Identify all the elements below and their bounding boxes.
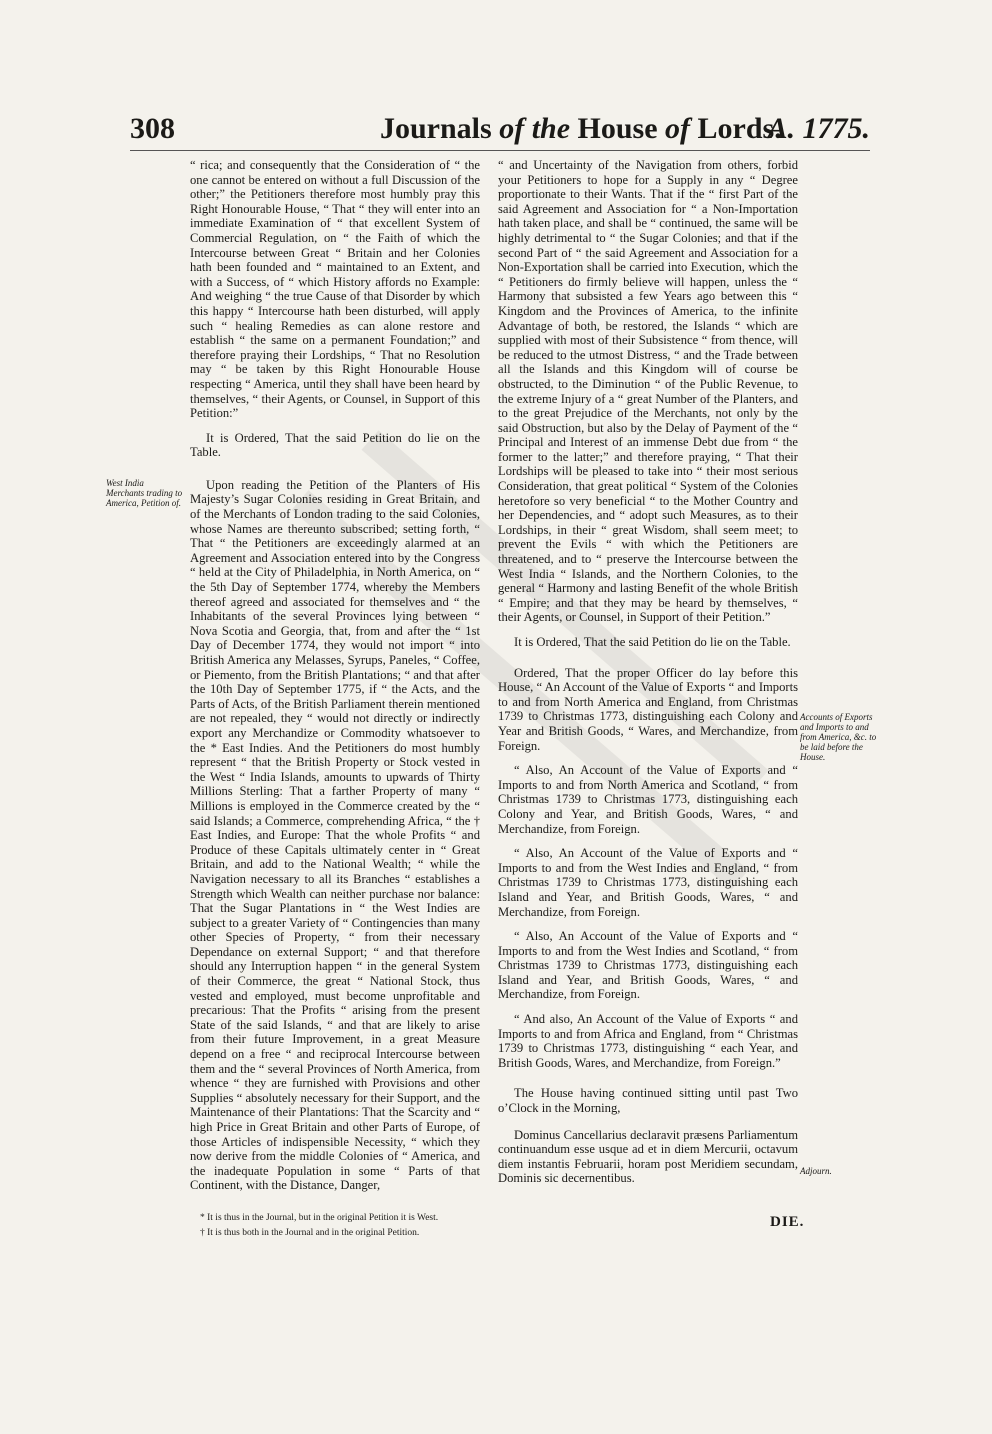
margin-note-adjourn: Adjourn. <box>800 1166 832 1176</box>
left-column <box>190 158 480 1203</box>
margin-note-west-india: West India Merchants trading to America, Petition of. <box>106 478 183 508</box>
title-lords: Lords. <box>697 112 782 145</box>
left-paragraph-petition: Upon reading the Petition of the Planters of His Majesty’s Sugar Colonies residing in Great Britain, and of the Merchants of London trading to the said Colonies, whose Names are thereunto subscribed; setting forth, “ That “ the Petitioners are exceedingly alarmed at an Agreement and Association entered into by the Congress “ held at the City of Philadelphia, in North America, on “ the 5th Day of September 1774, whereby the Members thereof agreed and associated for themselves and “ the Inhabitants of the several Provinces lying between “ Nova Scotia and Georgia, that, from and after the “ 1st Day of December 1774, they would not import “ into British America any Melasses, Syrups, Paneles, “ Coffee, or Piemento, from the British Plantations; “ and that after the 10th Day of September 1775, if “ the Acts, and the Parts of Acts, of the British Parliament therein mentioned are not repealed, they “ would not directly or indirectly export any Merchandize or Commodity whatsoever to the * East Indies. And the Petitioners do most humbly represent “ that the British Property or Stock vested in the West “ India Islands, amounts to upwards of Thirty Millions Sterling: That a farther Property of many “ Millions is employed in the Commerce created by the “ said Islands; a Commerce, comprehending Africa, “ the † East Indies, and Europe: That the whole Profits “ and Produce of these Capitals ultimately center in “ Great Britain, and add to the National Wealth; “ while the Navigation necessary to all its Branches “ establishes a Strength which Wealth can neither purchase nor balance: That the Sugar Plantations in “ the West Indies are subject to a greater Variety of “ Contingencies than many other Species of Property, “ from their necessary Dependance on external Support; “ and that therefore should any Interruption happen “ in the general System of their Commerce, the great “ National Stock, thus vested and employed, must become unprofitable and precarious: That the Profits “ arising from the present State of the said Islands, “ and that are likely to arise from their future Improvement, in a great Measure depend on a free “ and reciprocal Intercourse between them and the “ several Provinces of North America, from whence “ they are furnished with Provisions and other Supplies “ absolutely necessary for their Support, and the Maintenance of their Plantations: That the Scarcity and “ high Price in Great Britain and other Parts of Europe, of those Articles of indispensible Necessity, “ which they now derive from the middle Colonies of “ America, and the inadequate Population in some “ Parts of that Continent, with the Distance, Danger, <box>190 477 480 1193</box>
title-of-the: of the <box>499 112 571 145</box>
right-paragraph-account-scotland: “ Also, An Account of the Value of Exports and “ Imports to and from North America and Scotland, “ from Christmas 1739 to Christmas 1773, distinguishing each Colony and Year, and British Goods, Wares, “ and Merchandize, from Foreign. <box>498 763 798 836</box>
title-house: House <box>577 112 658 145</box>
left-paragraph-1: “ rica; and consequently that the Consideration of “ the one cannot be entered on without a full Discussion of the other;” the Petitioners therefore most humbly pray this Right Honourable House, “ That “ they will enter into an immediate Examination of “ that excellent System of Commercial Regulation, on “ the Faith of which the Intercourse between Great “ Britain and her Colonies hath been founded and “ maintained to an Extent, and with a Success, of “ which History affords no Example: And weighing “ the true Cause of that Disorder by which this happy “ Intercourse hath been disturbed, will apply such “ healing Remedies as can alone restore and establish “ the same on a permanent Foundation;” and therefore praying their Lordships, “ That no Resolution may “ be taken by this Right Honourable House respecting “ America, until they shall have been heard by themselves, “ their Agents, or Counsel, in Support of this Petition:” <box>190 158 480 421</box>
left-paragraph-ordered: It is Ordered, That the said Petition do lie on the Table. <box>190 430 480 460</box>
title-journals: Journals <box>380 112 492 145</box>
page-number: 308 <box>130 112 175 145</box>
right-paragraph-account-africa: “ And also, An Account of the Value of Exports “ and Imports to and from Africa and England, from “ Christmas 1739 to Christmas 1773, distinguishing “ each Year, and British Goods, Wares, and Merchandize, from Foreign.” <box>498 1012 798 1070</box>
header-rule <box>130 150 870 151</box>
footnotes <box>190 1212 480 1242</box>
margin-note-accounts: Accounts of Exports and Imports to and from America, &c. to be laid before the House. <box>800 712 877 762</box>
right-column <box>498 158 798 1196</box>
right-paragraph-1: “ and Uncertainty of the Navigation from others, forbid your Petitioners to hope for a Supply in any “ Degree proportionate to their Wants. That if the “ first Part of the said Agreement and Association for “ a Non-Importation hath taken place, and shall be “ continued, the same will be highly detrimental to “ the Sugar Colonies; and that if the second Part of “ the said Agreement and Association for a Non-Exportation shall be carried into Execution, which the “ Petitioners do firmly believe will happen, unless the “ Harmony that subsisted a few Years ago between this “ Kingdom and the Provinces of America, to the infinite Advantage of both, be restored, the Islands “ which are supplied with most of their Subsistence “ from thence, will be reduced to the utmost Distress, “ and the Trade between all the Islands and this Kingdom will of course be obstructed, to the Diminution “ of the Public Revenue, to the extreme Injury of a “ great Number of the Planters, and to the great Prejudice of the Merchants, not only by the said Obstruction, but also by the Delay of Payment of the “ Principal and Interest of an immense Debt due from “ the former to the latter;” and therefore praying, “ That their Lordships will be pleased to take into “ their most serious Consideration, that great political “ System of the Colonies heretofore so very beneficial “ to the Mother Country and her Dependencies, and “ adopt such Measures, as to their Lordships, in their “ great Wisdom, shall seem meet; to prevent the Evils “ with which the Petitioners are threatened, and to “ preserve the Intercourse between the West India “ Islands, and the Northern Colonies, to the general “ Harmony and lasting Benefit of the whole British “ Empire; and that they may be heard by themselves, “ their Agents, or Counsel, in Support of their Petition.” <box>498 158 798 625</box>
title-of: of <box>665 112 691 145</box>
catchword: DIE. <box>770 1214 805 1230</box>
right-paragraph-account-west-indies-scotland: “ Also, An Account of the Value of Exports and “ Imports to and from the West Indies and Scotland, “ from Christmas 1739 to Christmas 1773, distinguishing each Island and Year, and British Goods, Wares, “ and Merchandize, from Foreign. <box>498 929 798 1002</box>
journal-title <box>380 112 782 146</box>
page-header <box>130 112 870 152</box>
right-paragraph-adjournment: Dominus Cancellarius declaravit præsens Parliamentum continuandum esse usque ad et in diem Mercurii, octavum diem instantis Februarii, horam post Meridiem secundam, Dominis sic decernentibus. <box>498 1127 798 1186</box>
right-paragraph-accounts: Ordered, That the proper Officer do lay before this House, “ An Account of the Value of Exports “ and Imports to and from North America and England, from Christmas 1739 to Christmas 1773, distinguishing each Colony and Year and British Goods, “ Wares, and Merchandize, from Foreign. <box>498 665 798 753</box>
footnote-1: * It is thus in the Journal, but in the original Petition it is West. <box>200 1213 439 1223</box>
footnote-2: † It is thus both in the Journal and in the original Petition. <box>200 1228 420 1238</box>
right-paragraph-ordered: It is Ordered, That the said Petition do lie on the Table. <box>514 635 791 649</box>
right-paragraph-sitting: The House having continued sitting until past Two o’Clock in the Morning, <box>498 1086 798 1116</box>
page-year: A. 1775. <box>767 112 870 145</box>
right-paragraph-account-west-indies-england: “ Also, An Account of the Value of Exports and “ Imports to and from the West Indies and England, “ from Christmas 1739 to Christmas 1773, distinguishing each Island and Year, and British Goods, Wares, “ and Merchandize, from Foreign. <box>498 846 798 919</box>
